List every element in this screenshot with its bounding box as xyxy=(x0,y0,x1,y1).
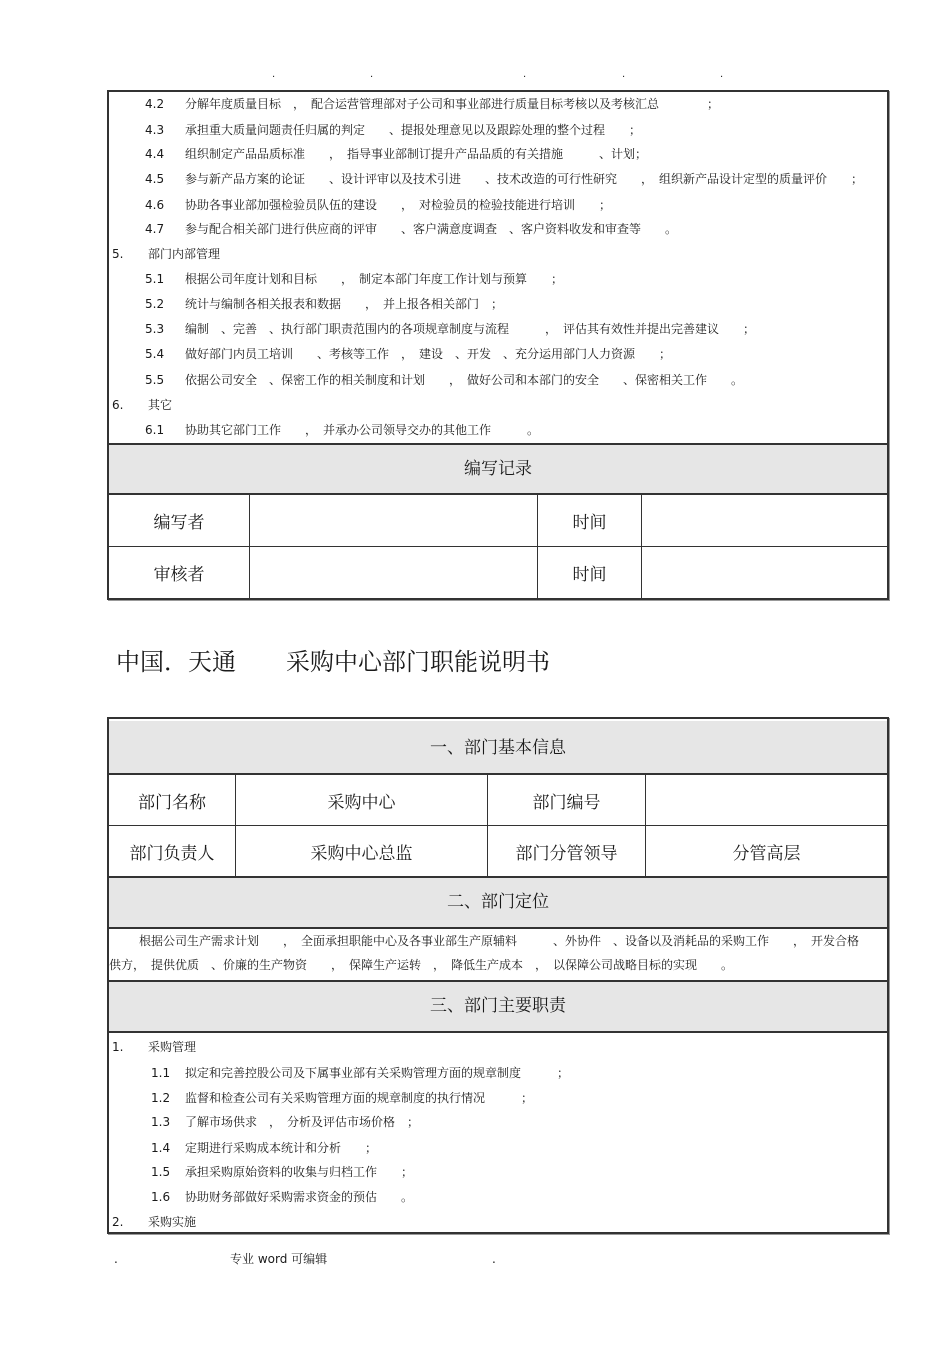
item-text: 参与新产品方案的论证 、设计评审以及技术引进 、技术改造的可行性研究 ， 组织新产品设计定型的质量评价 ； xyxy=(185,172,864,186)
item-number: 4.7 xyxy=(145,222,165,236)
item-number: 1.3 xyxy=(151,1115,171,1129)
item-number: 5.5 xyxy=(145,373,165,387)
item-number: 1.4 xyxy=(151,1141,171,1155)
document-name: 采购中心部门职能说明书 xyxy=(286,648,550,676)
dept-leader-value: 分管高层 xyxy=(732,843,801,864)
company-name: 中国．天通 xyxy=(116,648,236,676)
group-title: 其它 xyxy=(148,398,173,412)
footer-text: 专业 word 可编辑 xyxy=(230,1252,328,1266)
dept-code-label: 部门编号 xyxy=(488,775,646,825)
header-dot: . xyxy=(370,69,374,80)
group-number: 2. xyxy=(112,1215,124,1229)
dept-head-label: 部门负责人 xyxy=(109,826,236,876)
reviewer-row xyxy=(109,547,887,598)
item-number: 5.4 xyxy=(145,347,165,361)
item-text: 承担采购原始资料的收集与归档工作 ； xyxy=(185,1165,414,1179)
responsibilities-header-label: 三、部门主要职责 xyxy=(430,996,566,1016)
item-number: 1.1 xyxy=(151,1066,171,1080)
item-text: 根据公司年度计划和目标 ， 制定本部门年度工作计划与预算 ； xyxy=(185,272,564,286)
department-info-table xyxy=(107,717,889,1234)
group-number: 6. xyxy=(112,398,124,412)
record-header xyxy=(109,443,887,495)
item-number: 1.6 xyxy=(151,1190,171,1204)
item-text: 组织制定产品品质标准 ， 指导事业部制订提升产品品质的有关措施 、计划； xyxy=(185,147,648,161)
responsibilities-header xyxy=(109,980,887,1033)
page-header-dots xyxy=(0,70,950,84)
group-title: 部门内部管理 xyxy=(148,247,221,261)
item-text: 编制 、完善 、执行部门职责范围内的各项规章制度与流程 ， 评估其有效性并提出完善建议 ； xyxy=(185,322,756,336)
header-dot: . xyxy=(272,69,276,80)
basic-info-header xyxy=(109,721,887,775)
group-number: 5. xyxy=(112,247,124,261)
writer-time-value xyxy=(642,495,887,546)
responsibilities-table-continued xyxy=(107,90,889,600)
group-title: 采购实施 xyxy=(148,1215,197,1229)
dept-head-value: 采购中心总监 xyxy=(236,826,488,876)
group-number: 1. xyxy=(112,1040,124,1054)
writer-time-label: 时间 xyxy=(538,495,642,546)
item-text: 做好部门内员工培训 、考核等工作 ， 建设 、开发 、充分运用部门人力资源 ； xyxy=(185,347,672,361)
item-number: 4.6 xyxy=(145,198,165,212)
group-title: 采购管理 xyxy=(148,1040,197,1054)
item-text: 协助财务部做好采购需求资金的预估 。 xyxy=(185,1190,414,1204)
basic-info-header-label: 一、部门基本信息 xyxy=(430,738,566,758)
reviewer-time-value xyxy=(642,547,887,598)
dept-leader-label: 部门分管领导 xyxy=(488,826,646,876)
positioning-text xyxy=(109,929,881,977)
item-number: 1.2 xyxy=(151,1091,171,1105)
item-text: 协助各事业部加强检验员队伍的建设 ， 对检验员的检验技能进行培训 ； xyxy=(185,198,612,212)
reviewer-time-label: 时间 xyxy=(538,547,642,598)
reviewer-label: 审核者 xyxy=(109,547,250,598)
item-text: 拟定和完善控股公司及下属事业部有关采购管理方面的规章制度 ； xyxy=(185,1066,570,1080)
item-number: 4.4 xyxy=(145,147,165,161)
item-text: 协助其它部门工作 ， 并承办公司领导交办的其他工作 。 xyxy=(185,423,540,437)
dept-name-value: 采购中心 xyxy=(236,775,488,825)
positioning-header xyxy=(109,876,887,929)
item-number: 5.1 xyxy=(145,272,165,286)
dept-code-value xyxy=(646,775,887,825)
item-text: 依据公司安全 、保密工作的相关制度和计划 ， 做好公司和本部门的安全 、保密相关工作 。 xyxy=(185,373,744,387)
item-number: 4.5 xyxy=(145,172,165,186)
header-dot: . xyxy=(523,69,527,80)
positioning-line: 根据公司生产需求计划 ， 全面承担职能中心及各事业部生产原辅料 、外协件 、设备以及消耗品的采购工作 ， 开发合格 xyxy=(115,934,860,948)
writer-label: 编写者 xyxy=(109,495,250,546)
footer-left-dot: . xyxy=(114,1252,118,1266)
header-dot: . xyxy=(622,69,626,80)
dept-head-row xyxy=(109,826,887,876)
positioning-header-label: 二、部门定位 xyxy=(447,892,549,912)
record-header-label: 编写记录 xyxy=(464,459,532,479)
item-number: 4.2 xyxy=(145,97,165,111)
footer-right-dot: . xyxy=(492,1252,496,1266)
item-text: 了解市场供求 ， 分析及评估市场价格 ； xyxy=(185,1115,420,1129)
item-number: 6.1 xyxy=(145,423,165,437)
reviewer-value xyxy=(250,547,538,598)
dept-name-label: 部门名称 xyxy=(109,775,236,825)
dept-name-row xyxy=(109,775,887,825)
item-number: 1.5 xyxy=(151,1165,171,1179)
item-text: 承担重大质量问题责任归属的判定 、提报处理意见以及跟踪处理的整个过程 ； xyxy=(185,123,642,137)
positioning-line: 供方， 提供优质 、价廉的生产物资 ， 保障生产运转 ， 降低生产成本 ， 以保障公司战略目标的实现 。 xyxy=(109,958,734,972)
item-text: 监督和检查公司有关采购管理方面的规章制度的执行情况 ； xyxy=(185,1091,534,1105)
item-text: 统计与编制各相关报表和数据 ， 并上报各相关部门 ； xyxy=(185,297,504,311)
item-number: 5.2 xyxy=(145,297,165,311)
writer-value xyxy=(250,495,538,546)
item-number: 5.3 xyxy=(145,322,165,336)
item-text: 定期进行采购成本统计和分析 ； xyxy=(185,1141,378,1155)
writer-row xyxy=(109,495,887,546)
item-text: 参与配合相关部门进行供应商的评审 、客户满意度调查 、客户资料收发和审查等 。 xyxy=(185,222,678,236)
item-number: 4.3 xyxy=(145,123,165,137)
header-dot: . xyxy=(720,69,724,80)
item-text: 分解年度质量目标 ， 配合运营管理部对子公司和事业部进行质量目标考核以及考核汇总 ； xyxy=(185,97,720,111)
